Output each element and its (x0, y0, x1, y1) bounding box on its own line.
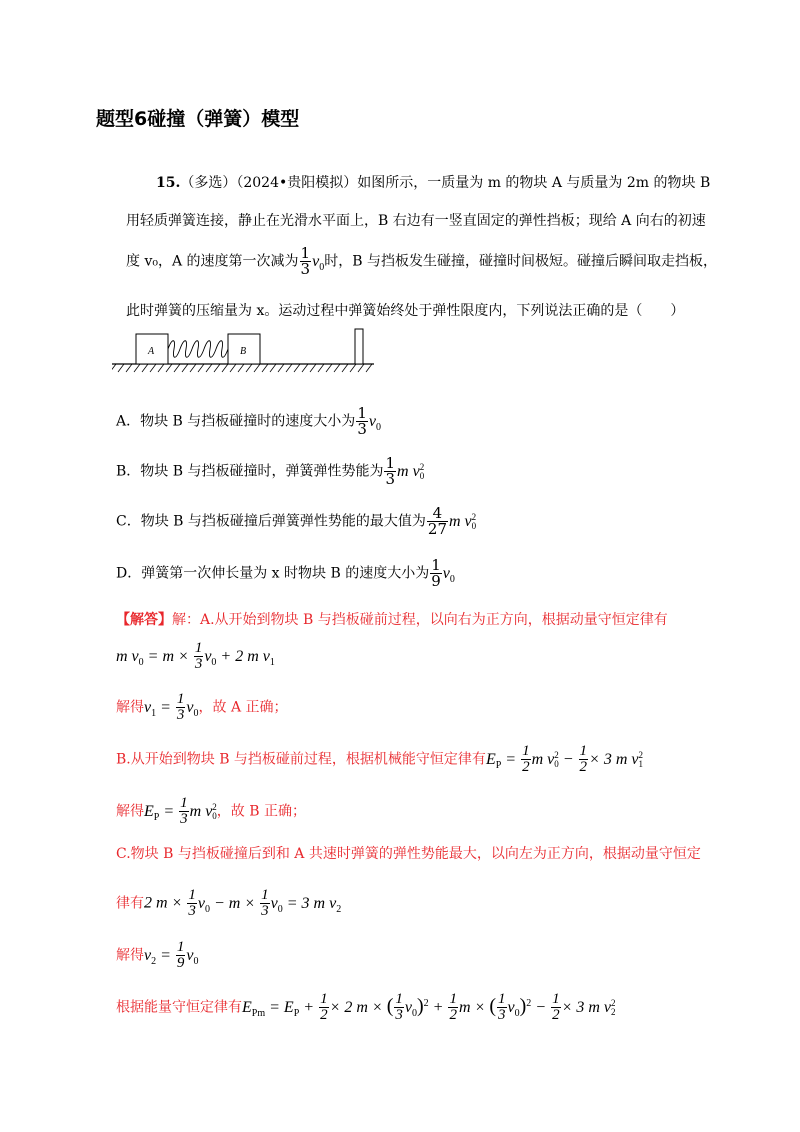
option-a: A．物块 B 与挡板碰撞时的速度大小为 $\frac{1}{3}$ $v_0$ (116, 404, 381, 438)
question-line-3: 度 v₀，A 的速度第一次减为 $\frac{1}{3}$ $v_0$时，B 与挡板发生碰撞，碰撞时间极短。碰撞后瞬间取走挡板， (126, 244, 717, 278)
solution-line-8: 根据能量守恒定律有$E_{Pm} = E_P$ + $\frac{1}{2}$ × 2 m × ( $\frac{1}{3}$ $v_0)^2$ + $\frac{1}{2}$ m × ( $\frac{1}{3}$ $v_0)^2$ − $\frac{1}{2}$ × 3 m v 2 2 (116, 991, 616, 1023)
equation-momentum-1: m $v_0 = m$ × $\frac{1}{3}$ $v_0 + 2$ m $v_1$ (116, 640, 275, 672)
solution-line-5: C.物块 B 与挡板碰撞后到和 A 共速时弹簧的弹性势能最大，以向左为正方向，根据动量守恒定 (116, 846, 701, 862)
ground-hatching (112, 364, 372, 372)
solution-line-7: 解得$v_2$ = $\frac{1}{9}$ $v_0$ (116, 939, 199, 971)
solution-line-2: 解得$v_1$ = $\frac{1}{3}$ $v_0$，故 A 正确； (116, 691, 288, 723)
spring-block-figure (112, 326, 382, 376)
block-b-label: B (240, 346, 247, 357)
option-b: B．物块 B 与挡板碰撞时，弹簧弹性势能为 $\frac{1}{3}$ m v 2 0 (116, 454, 425, 488)
elastic-baffle (355, 329, 363, 364)
spring (168, 341, 228, 358)
solution-line-3: B.从开始到物块 B 与挡板碰前过程，根据机械能守恒定律有$E_P$ = $\frac{1}{2}$ m v 2 0 − $\frac{1}{2}$ × 3 m v 2 1 (116, 743, 643, 775)
block-a-label: A (148, 346, 155, 357)
option-c: C．物块 B 与挡板碰撞后弹簧弹性势能的最大值为 $\frac{4}{27}$ m v 2 0 (116, 504, 477, 538)
fraction-one-third: $\frac{1}{3}$ (300, 244, 311, 278)
solution-line-4: 解得$E_P$ = $\frac{1}{3}$ m v 2 0 ，故 B 正确； (116, 795, 306, 827)
question-number: 15. (156, 175, 181, 191)
question-line-4: 此时弹簧的压缩量为 x。运动过程中弹簧始终处于弹性限度内，下列说法正确的是（ ） (126, 303, 685, 319)
solution-line-6: 律有2 m × $\frac{1}{3}$ $v_0 - m$ × $\frac{1}{3}$ $v_0 = 3$ m $v_2$ (116, 887, 342, 919)
question-line-2: 用轻质弹簧连接，静止在光滑水平面上，B 右边有一竖直固定的弹性挡板；现给 A 向右的初速 (126, 213, 706, 229)
page-title: 题型6碰撞（弹簧）模型 (96, 108, 300, 130)
question-line-1: 15.（多选）（2024•贵阳模拟）如图所示，一质量为 m 的物块 A 与质量为 2m 的物块 B (156, 175, 711, 191)
solution-tag: 【解答】 (116, 612, 172, 628)
option-d: D．弹簧第一次伸长量为 x 时物块 B 的速度大小为 $\frac{1}{9}$ $v_0$ (116, 556, 455, 590)
solution-line-1: 【解答】解：A.从开始到物块 B 与挡板碰前过程，以向右为正方向，根据动量守恒定律有 (116, 612, 668, 628)
